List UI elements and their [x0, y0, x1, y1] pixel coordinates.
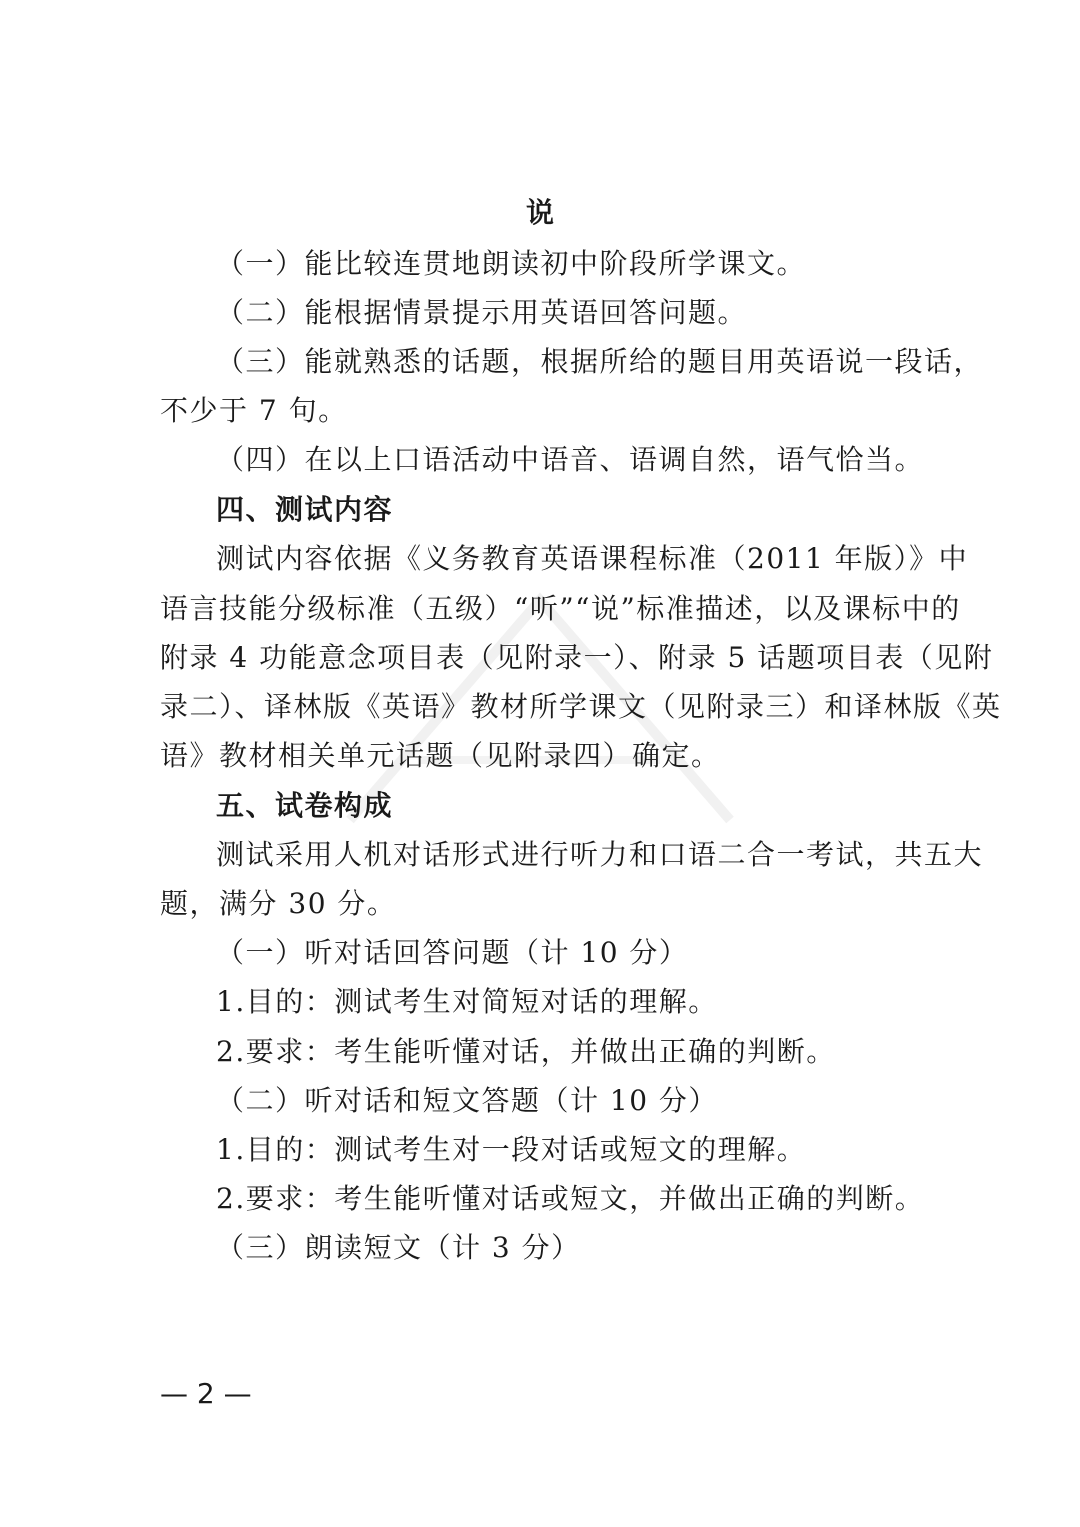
part-2-title: （二）听对话和短文答题（计 10 分）: [216, 1084, 718, 1117]
page-number: — 2 —: [160, 1377, 252, 1410]
section-title-speaking: 说: [525, 196, 554, 229]
part-2-purpose: 1.目的：测试考生对一段对话或短文的理解。: [216, 1133, 807, 1166]
paper-structure-line-1: 测试采用人机对话形式进行听力和口语二合一考试，共五大: [216, 838, 984, 871]
paper-structure-line-2: 题，满分 30 分。: [160, 887, 397, 920]
test-content-line-3: 附录 4 功能意念项目表（见附录一）、附录 5 话题项目表（见附: [160, 641, 994, 674]
speaking-item-2: （二）能根据情景提示用英语回答问题。: [216, 296, 748, 329]
test-content-line-5: 语》教材相关单元话题（见附录四）确定。: [160, 739, 721, 772]
heading-paper-structure: 五、试卷构成: [216, 789, 394, 822]
speaking-item-1: （一）能比较连贯地朗读初中阶段所学课文。: [216, 247, 807, 280]
part-2-requirement: 2.要求：考生能听懂对话或短文，并做出正确的判断。: [216, 1182, 925, 1215]
part-1-title: （一）听对话回答问题（计 10 分）: [216, 936, 689, 969]
part-3-title: （三）朗读短文（计 3 分）: [216, 1231, 581, 1264]
part-1-requirement: 2.要求：考生能听懂对话，并做出正确的判断。: [216, 1035, 836, 1068]
speaking-item-3-line-2: 不少于 7 句。: [160, 394, 348, 427]
test-content-line-2: 语言技能分级标准（五级）“听”“说”标准描述，以及课标中的: [160, 592, 961, 625]
part-1-purpose: 1.目的：测试考生对简短对话的理解。: [216, 985, 718, 1018]
test-content-line-4: 录二）、译林版《英语》教材所学课文（见附录三）和译林版《英: [160, 690, 1002, 723]
speaking-item-3-line-1: （三）能就熟悉的话题，根据所给的题目用英语说一段话，: [216, 345, 984, 378]
test-content-line-1: 测试内容依据《义务教育英语课程标准（2011 年版）》中: [216, 542, 969, 575]
speaking-item-4: （四）在以上口语活动中语音、语调自然，语气恰当。: [216, 443, 925, 476]
heading-test-content: 四、测试内容: [216, 493, 394, 526]
